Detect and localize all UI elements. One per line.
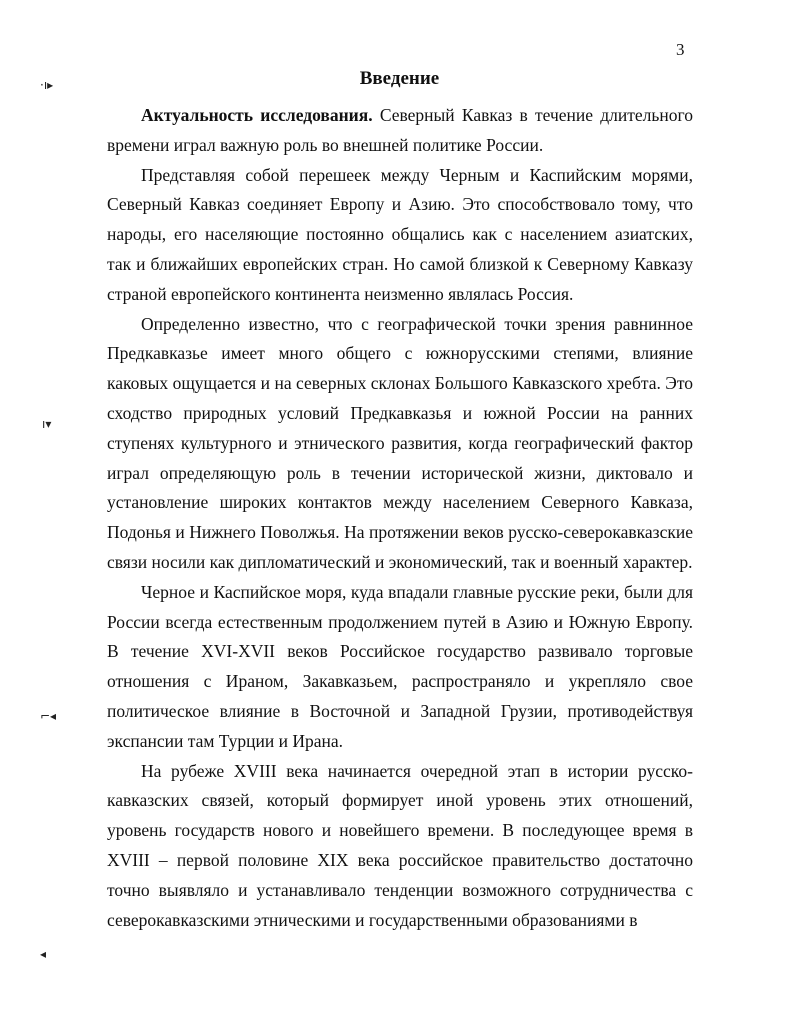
body-text xyxy=(107,101,693,935)
paragraph-5: На рубеже XVIII века начинается очередной этап в истории русско-кавказских связей, который формирует иной уровень этих отношений, уровень государств нового и новейшего времени. В последующее время в XVIII – первой половине XIX века российское правительство достаточно точно выявляло и устанавливало тенденции возможного сотрудничества с северокавказскими этническими и государственными образованиями в xyxy=(107,760,693,930)
paragraph-text: Северный Кавказ в течение длительного времени играл важную роль во внешней политике России. xyxy=(107,105,693,155)
scan-mark-icon: ·ı▸ xyxy=(40,78,54,92)
paragraph-1 xyxy=(107,101,693,161)
scan-mark-icon: ı▾ xyxy=(42,417,52,431)
page-number: 3 xyxy=(676,40,685,59)
scan-mark-icon: ⌐◂ xyxy=(40,709,57,723)
page-title: Введение xyxy=(359,68,440,89)
paragraph-2: Представляя собой перешеек между Черным и Каспийским морями, Северный Кавказ соединяет Европу и Азию. Это способствовало тому, что народы, его населяющие постоянно общались как с населением азиатских, так и ближайших европейских стран. Но самой близкой к Северному Кавказу страной европейского континента неизменно являлась Россия. xyxy=(107,164,693,304)
paragraph-3: Определенно известно, что с географической точки зрения равнинное Предкавказье имеет много общего с южнорусскими степями, влияние каковых ощущается и на северных склонах Большого Кавказского хребта. Это сходство природных условий Предкавказья и южной России на ранних ступенях культурного и этнического развития, когда географический фактор играл определяющую роль в течении исторической жизни, диктовало и установление широких контактов между населением Северного Кавказа, Подонья и Нижнего Поволжья. На протяжении веков русско-северокавказские связи носили как дипломатический и экономический, так и военный характер. xyxy=(107,313,693,572)
paragraph-4: Черное и Каспийское моря, куда впадали главные русские реки, были для России всегда естественным продолжением путей в Азию и Южную Европу. В течение XVI-XVII веков Российское государство развивало торговые отношения с Ираном, Закавказьем, распространяло и укрепляло свое политическое влияние в Восточной и Западной Грузии, противодействуя экспансии там Турции и Ирана. xyxy=(107,581,693,751)
paragraph-lead: Актуальность исследования. xyxy=(141,105,373,125)
scan-mark-icon: ◂ xyxy=(40,947,47,961)
